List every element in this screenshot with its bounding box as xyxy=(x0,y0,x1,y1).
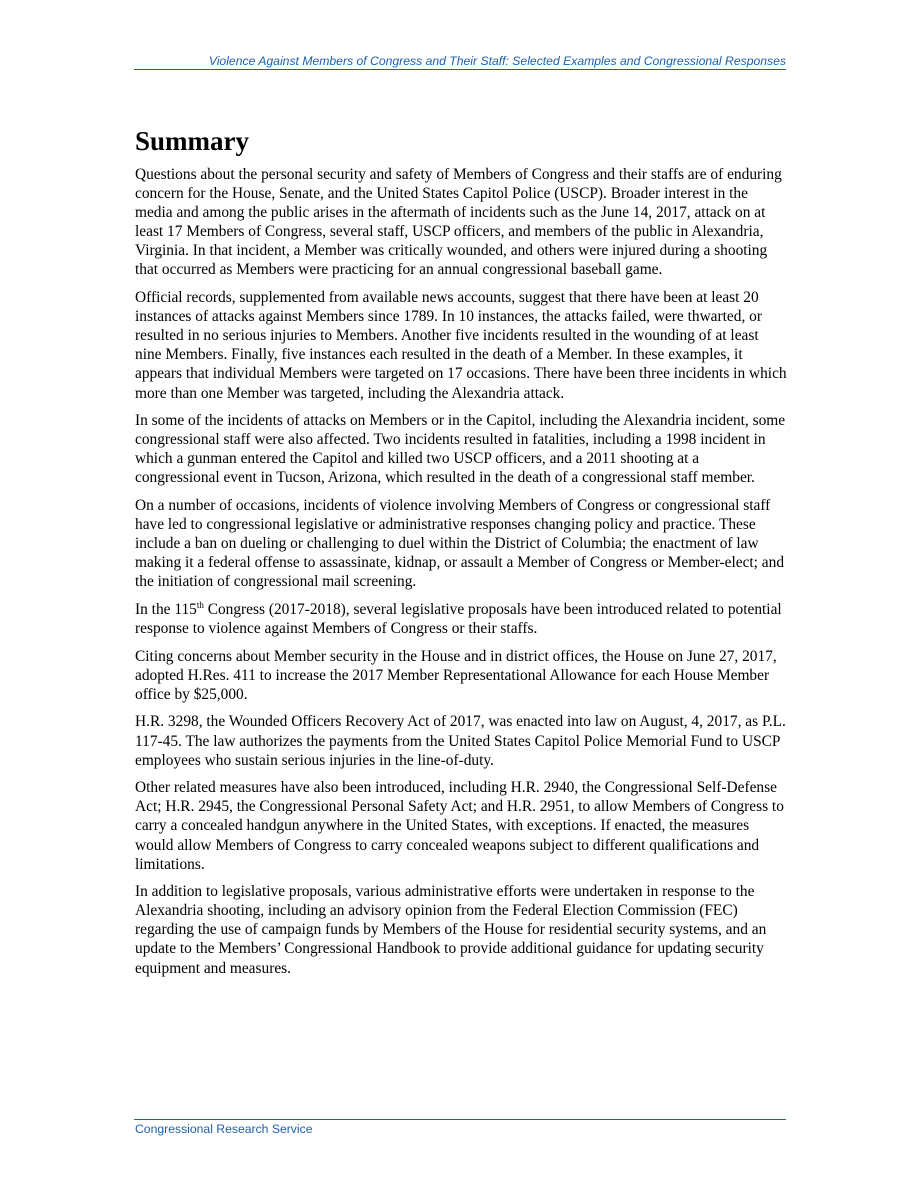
paragraph-5-start: In the 115 xyxy=(135,600,197,618)
paragraph-5 xyxy=(135,600,787,638)
paragraph-9: In addition to legislative proposals, various administrative efforts were undertaken in response to the Alexandria shooting, including an advisory opinion from the Federal Election Commission (FEC) regarding the use of campaign funds by Members of the House for residential security systems, and an update to the Members’ Congressional Handbook to provide additional guidance for updating security equipment and measures. xyxy=(135,883,767,977)
paragraph-3: In some of the incidents of attacks on Members or in the Capitol, including the Alexandria incident, some congressional staff were also affected. Two incidents resulted in fatalities, including a 1998 incident in which a gunman entered the Capitol and killed two USCP officers, and a 2011 shooting at a congressional event in Tucson, Arizona, which resulted in the death of a congressional staff member. xyxy=(135,412,786,487)
running-header: Violence Against Members of Congress and Their Staff: Selected Examples and Congressional Responses xyxy=(134,54,786,70)
footer-source: Congressional Research Service xyxy=(135,1122,313,1136)
ordinal-superscript: th xyxy=(196,599,204,610)
paragraph-2: Official records, supplemented from available news accounts, suggest that there have been at least 20 instances of attacks against Members since 1789. In 10 instances, the attacks failed, were thwarted, or resulted in no serious injuries to Members. Another five incidents resulted in the wounding of at least nine Members. Finally, five instances each resulted in the death of a Member. In these examples, it appears that individual Members were targeted on 17 occasions. There have been three incidents in which more than one Member was targeted, including the Alexandria attack. xyxy=(135,289,787,402)
paragraph-6: Citing concerns about Member security in the House and in district offices, the House on June 27, 2017, adopted H.Res. 411 to increase the 2017 Member Representational Allowance for each House Member office by $25,000. xyxy=(135,647,777,703)
paragraph-4: On a number of occasions, incidents of violence involving Members of Congress or congressional staff have led to congressional legislative or administrative responses changing policy and practice. These include a ban on dueling or challenging to duel within the District of Columbia; the enactment of law making it a federal offense to assassinate, kidnap, or assault a Member of Congress or Member-elect; and the initiation of congressional mail screening. xyxy=(135,497,785,591)
paragraph-8: Other related measures have also been introduced, including H.R. 2940, the Congressional Self-Defense Act; H.R. 2945, the Congressional Personal Safety Act; and H.R. 2951, to allow Members of Congress to carry a concealed handgun anywhere in the United States, with exceptions. If enacted, the measures would allow Members of Congress to carry concealed weapons subject to different qualifications and limitations. xyxy=(135,779,784,873)
paragraph-1: Questions about the personal security and safety of Members of Congress and their staffs are of enduring concern for the House, Senate, and the United States Capitol Police (USCP). Broader interest in the media and among the public arises in the aftermath of incidents such as the June 14, 2017, attack on at least 17 Members of Congress, several staff, USCP officers, and members of the public in Alexandria, Virginia. In that incident, a Member was critically wounded, and others were injured during a shooting that occurred as Members were practicing for an annual congressional baseball game. xyxy=(135,166,782,279)
footer-divider xyxy=(134,1119,786,1120)
paragraph-7: H.R. 3298, the Wounded Officers Recovery Act of 2017, was enacted into law on August, 4, 2017, as P.L. 117-45. The law authorizes the payments from the United States Capitol Police Memorial Fund to USCP employees who sustain serious injuries in the line-of-duty. xyxy=(135,713,786,769)
page-title: Summary xyxy=(135,126,249,156)
paragraph-5-rest: Congress (2017-2018), several legislative proposals have been introduced related to potential response to violence against Members of Congress or their staffs. xyxy=(135,600,782,638)
summary-section xyxy=(135,124,787,986)
